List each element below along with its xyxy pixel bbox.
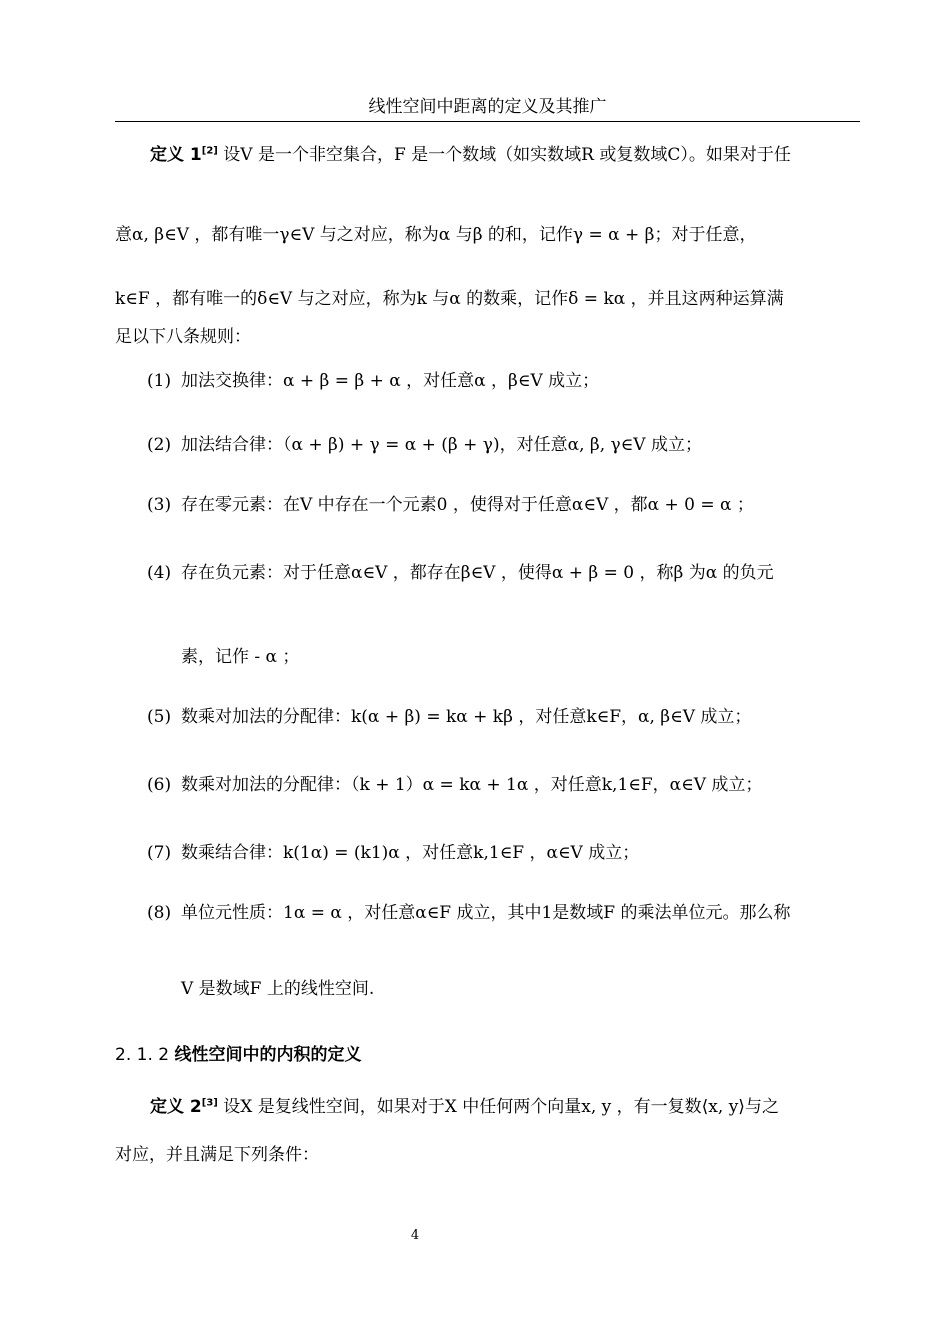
section-number: 2. 1. 2 (115, 1045, 170, 1065)
rule-number: (3) (147, 495, 172, 515)
rule-number: (5) (147, 707, 172, 727)
rule-number: (8) (147, 903, 172, 923)
definition-2-text-1: 设X 是复线性空间，如果对于X 中任何两个向量x, y ，有一复数⟨x, y⟩与之 (223, 1097, 779, 1117)
definition-1-line-4: 足以下八条规则： (115, 327, 251, 347)
section-title: 线性空间中的内积的定义 (174, 1045, 362, 1065)
definition-1-line-3: k∈F ，都有唯一的δ∈V 与之对应，称为k 与α 的数乘，记作δ = kα ，并且这两种运算满 (115, 289, 784, 309)
running-header: 线性空间中距离的定义及其推广 (115, 92, 860, 122)
page-number: 4 (410, 1228, 420, 1243)
definition-2-label: 定义 2 (150, 1097, 202, 1117)
definition-1-label: 定义 1 (150, 145, 202, 165)
rule-text: 数乘对加法的分配律：k(α + β) = kα + kβ ，对任意k∈F，α, β∈V 成立； (181, 707, 752, 727)
rule-1 (147, 366, 892, 391)
rule-text: 数乘对加法的分配律：（k + 1）α = kα + 1α ，对任意k,1∈F，α∈V 成立； (181, 775, 763, 795)
rule-number: (1) (147, 371, 172, 391)
definition-1-text-1: 设V 是一个非空集合，F 是一个数域（如实数域R 或复数域C）。如果对于任 (223, 145, 791, 165)
definition-2-line-1 (150, 1092, 895, 1117)
rule-5 (147, 702, 892, 727)
rule-4 (147, 558, 892, 583)
rule-4-continuation: 素，记作 - α ； (181, 647, 300, 667)
rule-text: 加法结合律：（α + β) + γ = α + (β + γ)，对任意α, β, γ∈V 成立； (181, 435, 702, 455)
rule-number: (4) (147, 563, 172, 583)
definition-1-line-2: 意α, β∈V ，都有唯一γ∈V 与之对应，称为α 与β 的和，记作γ = α + β；对于任意， (115, 225, 757, 245)
rule-6 (147, 770, 892, 795)
rule-text: 存在零元素：在V 中存在一个元素0 ，使得对于任意α∈V ，都α + 0 = α ； (181, 495, 754, 515)
definition-2-ref: [3] (201, 1097, 218, 1109)
definition-1-ref: [2] (201, 145, 218, 157)
rule-8-continuation: V 是数域F 上的线性空间. (181, 979, 375, 999)
rule-number: (7) (147, 843, 172, 863)
rule-3 (147, 490, 892, 515)
rule-number: (6) (147, 775, 172, 795)
definition-2-line-2: 对应，并且满足下列条件： (115, 1145, 319, 1165)
rule-text: 加法交换律：α + β = β + α ，对任意α ，β∈V 成立； (181, 371, 600, 391)
rule-8 (147, 898, 892, 923)
rule-number: (2) (147, 435, 172, 455)
rule-2 (147, 430, 892, 455)
rule-text: 存在负元素：对于任意α∈V ，都存在β∈V ，使得α + β = 0 ，称β 为α 的负元 (181, 563, 774, 583)
rule-7 (147, 838, 892, 863)
definition-1-line-1 (150, 140, 895, 165)
rule-text: 单位元性质：1α = α ，对任意α∈F 成立，其中1是数域F 的乘法单位元。那么称 (181, 903, 791, 923)
section-heading (115, 1040, 860, 1065)
rule-text: 数乘结合律：k(1α) = (k1)α ，对任意k,1∈F ，α∈V 成立； (181, 843, 640, 863)
